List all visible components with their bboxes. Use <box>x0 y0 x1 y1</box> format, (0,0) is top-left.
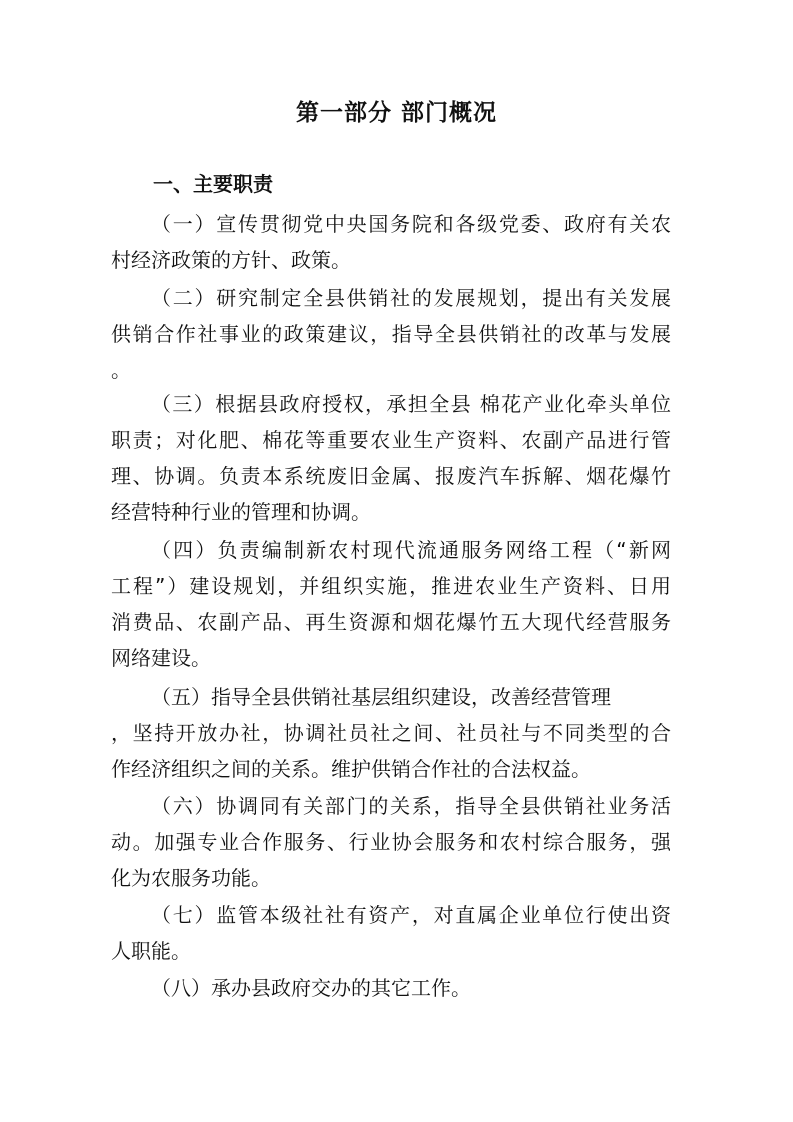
paragraph-line: 职责；对化肥、棉花等重要农业生产资料、农副产品进行管 <box>111 428 671 452</box>
duty-paragraph-5 <box>111 679 671 787</box>
paragraph-line: 村经济政策的方针、政策。 <box>111 248 351 272</box>
paragraph-line: 网络建设。 <box>111 646 211 670</box>
paragraph-line: 人职能。 <box>111 939 191 963</box>
duty-paragraph-7 <box>111 897 671 969</box>
paragraph-line: 。 <box>111 358 131 382</box>
paragraph-line: （三）根据县政府授权，承担全县 棉花产业化牵头单位 <box>151 392 671 416</box>
paragraph-line: （二）研究制定全县供销社的发展规划，提出有关发展 <box>151 286 671 310</box>
paragraph-line: （六）协调同有关部门的关系，指导全县供销社业务活 <box>151 794 671 818</box>
paragraph-line: （七）监管本级社社有资产，对直属企业单位行使出资 <box>151 903 671 927</box>
duty-paragraph-2 <box>111 280 671 388</box>
paragraph-line: 化为农服务功能。 <box>111 866 271 890</box>
paragraph-line: 供销合作社事业的政策建议，指导全县供销社的改革与发展 <box>111 322 671 346</box>
paragraph-line: 作经济组织之间的关系。维护供销合作社的合法权益。 <box>111 757 591 781</box>
duty-paragraph-6 <box>111 788 671 896</box>
duty-paragraph-8 <box>111 970 671 1006</box>
duty-paragraph-3 <box>111 386 671 530</box>
paragraph-line: 工程”）建设规划，并组织实施，推进农业生产资料、日用 <box>111 574 671 598</box>
paragraph-line: （八）承办县政府交办的其它工作。 <box>151 976 471 1000</box>
paragraph-line: （四）负责编制新农村现代流通服务网络工程（“新网 <box>151 538 671 562</box>
paragraph-line: ，坚持开放办社，协调社员社之间、社员社与不同类型的合 <box>111 721 671 745</box>
paragraph-line: 动。加强专业合作服务、行业协会服务和农村综合服务，强 <box>111 830 671 854</box>
paragraph-line: （五）指导全县供销社基层组织建设，改善经营管理 <box>151 685 611 709</box>
paragraph-line: 消费品、农副产品、再生资源和烟花爆竹五大现代经营服务 <box>111 610 671 634</box>
paragraph-line: （一）宣传贯彻党中央国务院和各级党委、政府有关农 <box>151 212 671 236</box>
paragraph-line: 经营特种行业的管理和协调。 <box>111 500 371 524</box>
duty-paragraph-1 <box>111 206 671 278</box>
page-title: 第一部分 部门概况 <box>295 100 497 126</box>
paragraph-line: 理、协调。负责本系统废旧金属、报废汽车拆解、烟花爆竹 <box>111 464 671 488</box>
duty-paragraph-4 <box>111 532 671 676</box>
section-heading-main-duties: 一、主要职责 <box>153 172 273 196</box>
